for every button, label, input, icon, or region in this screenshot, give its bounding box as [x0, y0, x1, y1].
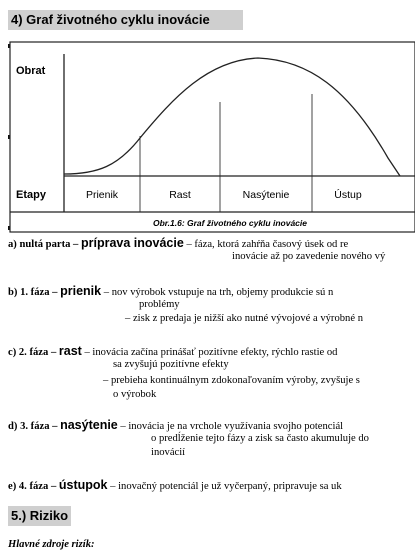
phase-d-line3: inovácií — [151, 447, 186, 458]
phase-text: – nov výrobok vstupuje na trh, objemy produkcie sú n — [101, 287, 334, 298]
phase-term: prienik — [60, 284, 102, 298]
phase-prefix: d) 3. fáza – — [8, 421, 61, 432]
stage-label: Prienik — [85, 189, 119, 201]
innovation-lifecycle-figure — [8, 38, 415, 234]
section-heading — [8, 10, 243, 30]
stage-label: Nasýtenie — [242, 189, 290, 201]
phase-a-line2: inovácie až po zavedenie nového vý — [232, 251, 386, 262]
figure-caption: Obr.1.6: Graf životného cyklu inovácie — [153, 218, 307, 228]
phase-term: príprava inovácie — [80, 236, 184, 250]
phase-text: – inovácia je na vrchole využívania svojho potenciál — [117, 421, 344, 432]
phase-term: nasýtenie — [60, 418, 118, 432]
phase-prefix: a) nultá parta – — [8, 239, 81, 250]
phase-term: rast — [58, 344, 82, 358]
x-axis-label: Etapy — [16, 189, 46, 201]
section-subtitle: Hlavné zdroje rizík: — [8, 539, 95, 550]
section-heading — [8, 506, 71, 526]
phase-prefix: c) 2. fáza – — [8, 347, 59, 358]
phase-d-line2: o predĺženie tejto fázy a zisk sa často akumuluje do — [151, 433, 369, 444]
section-title: 4) Graf životného cyklu inovácie — [11, 12, 210, 27]
stage-label: Rast — [169, 189, 191, 201]
section-title: 5.) Riziko — [11, 508, 69, 523]
phase-b-line3: – zisk z predaja je nižší ako nutné vývojové a výrobné n — [125, 313, 363, 324]
phase-b-line2: problémy — [139, 299, 180, 310]
phase-text: – inovácia začína prinášať pozitívne efekty, rýchlo rastie od — [81, 347, 338, 358]
phase-c-line4: o výrobok — [113, 389, 157, 400]
phase-e-line1 — [8, 478, 342, 494]
phase-term: ústupok — [58, 478, 108, 492]
phase-prefix: e) 4. fáza – — [8, 481, 59, 492]
phase-c-line2: sa zvyšujú pozitívne efekty — [113, 359, 229, 370]
stage-label: Ústup — [334, 189, 362, 201]
phase-c-line3: – prebieha kontinuálnym zdokonaľovaním výroby, zvyšuje s — [103, 375, 360, 386]
phase-text: – inovačný potenciál je už vyčerpaný, pripravuje sa uk — [107, 481, 342, 492]
y-axis-label: Obrat — [16, 65, 46, 77]
phase-prefix: b) 1. fáza – — [8, 287, 61, 298]
phase-text: – fáza, ktorá zahŕňa časový úsek od re — [183, 239, 349, 250]
